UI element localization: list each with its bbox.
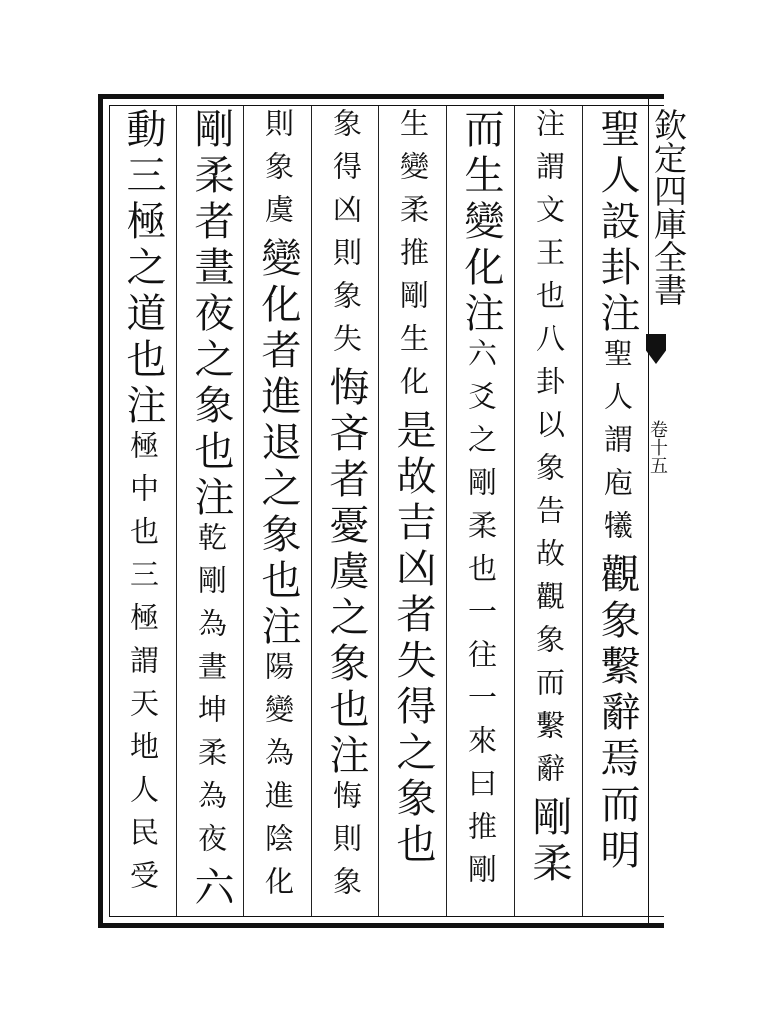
text-column-8 [112, 108, 174, 914]
book-title: 欽定四庫全書 [649, 108, 688, 306]
commentary-text: 陽變為進陰化 [261, 651, 295, 909]
text-column-4 [382, 108, 444, 914]
commentary-text: 則象虞 [261, 108, 295, 237]
column-divider [378, 106, 379, 916]
column-divider [243, 106, 244, 916]
main-text: 悔吝者憂虞之象也注 [323, 366, 369, 780]
main-text: 六 [188, 866, 234, 912]
main-text: 變化者進退之象也注 [255, 237, 301, 651]
commentary-text: 六爻之剛柔也一往一來曰推剛 [464, 338, 498, 897]
main-text: 而生變化注 [458, 108, 504, 338]
main-text: 觀象繫辭焉而明 [594, 553, 640, 875]
commentary-text: 乾剛為晝坤柔為夜 [194, 522, 228, 866]
text-column-1 [586, 108, 648, 914]
main-text: 剛柔者晝夜之象也注 [188, 108, 234, 522]
commentary-text: 極中也三極謂天地人民受 [126, 430, 160, 903]
commentary-text: 生變柔推剛生化 [396, 108, 430, 409]
volume-label: 卷十五 [647, 420, 668, 474]
commentary-text: 聖人謂庖犧 [600, 338, 634, 553]
text-column-5 [315, 108, 377, 914]
commentary-text: 象得凶則象失 [329, 108, 363, 366]
text-column-2 [518, 108, 580, 914]
column-divider [514, 106, 515, 916]
text-column-6 [247, 108, 309, 914]
main-text: 聖人設卦注 [594, 108, 640, 338]
column-divider [176, 106, 177, 916]
commentary-text: 悔則象 [329, 780, 363, 909]
main-text: 剛柔 [526, 796, 572, 888]
column-divider [582, 106, 583, 916]
column-divider [311, 106, 312, 916]
commentary-text: 注謂文王也八卦以象告故觀象而繫辭 [532, 108, 566, 796]
main-text: 是故吉凶者失得之象也 [390, 409, 436, 869]
main-text: 動三極之道也注 [120, 108, 166, 430]
text-column-3 [450, 108, 512, 914]
column-divider [446, 106, 447, 916]
text-column-7 [180, 108, 242, 914]
